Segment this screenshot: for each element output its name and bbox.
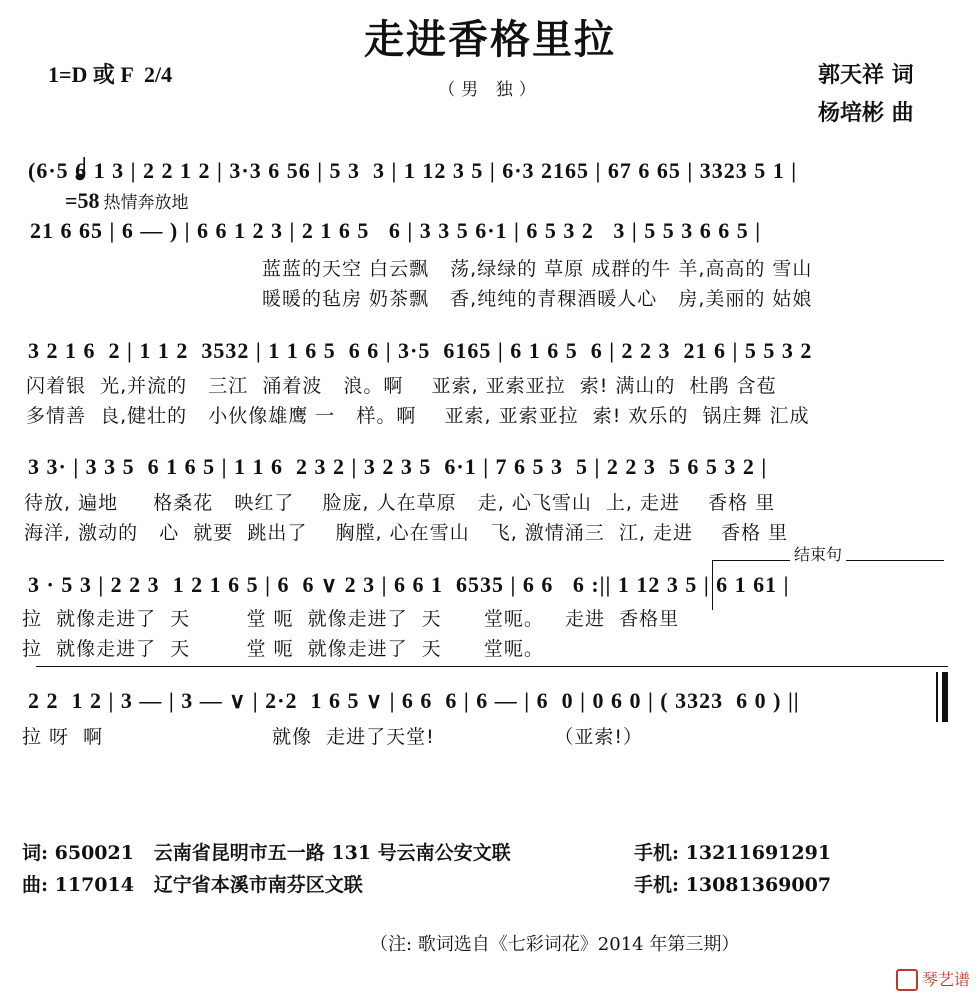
score-line-6-lyric: 拉 呀 啊 就像 走进了天堂! （亚索!） — [22, 726, 644, 748]
score-line-6-notes: 2 2 1 2 | 3 — | 3 — ∨ | 2·2 1 6 5 ∨ | 6 6 6 | 6 — | 6 0 | 0 6 0 | ( 3323 6 0 ) || — [28, 688, 800, 713]
lyricist-credit: 郭天祥 词 — [818, 62, 914, 88]
watermark-logo-icon — [896, 969, 918, 991]
key-signature: 1=D 或 F 2/4 — [48, 62, 173, 87]
lyricist-phone: 手机: 13211691291 — [634, 842, 832, 864]
score-line-3-lyric-verse2: 多情善 良,健壮的 小伙像雄鹰 一 样。啊 亚索, 亚索亚拉 索! 欢乐的 锅庄舞 汇成 — [26, 405, 810, 427]
score-line-2-lyric-verse2: 暖暖的毡房 奶茶飘 香,纯纯的青稞酒暖人心 房,美丽的 姑娘 — [262, 288, 813, 310]
watermark-text: 琴艺谱 — [921, 969, 970, 989]
score-line-5-notes: 3 · 5 3 | 2 2 3 1 2 1 6 5 | 6 6 ∨ 2 3 | 6 6 1 6535 | 6 6 6 :|| 1 12 3 5 | 6 1 61 | — [28, 572, 790, 597]
score-line-4-lyric-verse1: 待放, 遍地 格桑花 映红了 脸庞, 人在草原 走, 心飞雪山 上, 走进 香格 里 — [24, 492, 776, 514]
tempo-value: =58 — [65, 188, 100, 213]
score-line-1-notes: (6·5 6 1 3 | 2 2 1 2 | 3·3 6 56 | 5 3 3 | 1 12 3 5 | 6·3 2165 | 67 6 65 | 3323 5 1 | — [28, 158, 798, 183]
final-barline-thin — [936, 672, 938, 722]
source-note: （注: 歌词选自《七彩词花》2014 年第三期） — [370, 934, 740, 955]
composer-contact: 曲: 117014 辽宁省本溪市南芬区文联 — [22, 874, 363, 896]
tempo-description: 热情奔放地 — [103, 193, 189, 212]
section-divider — [36, 666, 948, 667]
score-line-4-lyric-verse2: 海洋, 激动的 心 就要 跳出了 胸膛, 心在雪山 飞, 激情涌三 江, 走进 香格 里 — [24, 522, 789, 544]
score-line-2-notes: 21 6 65 | 6 — ) | 6 6 1 2 3 | 2 1 6 5 6 | 3 3 5 6·1 | 6 5 3 2 3 | 5 5 3 6 6 5 | — [30, 218, 762, 243]
song-title: 走进香格里拉 — [364, 16, 616, 63]
score-line-3-lyric-verse1: 闪着银 光,并流的 三江 涌着波 浪。啊 亚索, 亚索亚拉 索! 满山的 杜鹃 含苞 — [26, 375, 777, 397]
ending-label: 结束句 — [790, 542, 846, 565]
score-line-2-lyric-verse1: 蓝蓝的天空 白云飘 荡,绿绿的 草原 成群的牛 羊,高高的 雪山 — [262, 258, 813, 280]
lyricist-contact: 词: 650021 云南省昆明市五一路 131 号云南公安文联 — [22, 842, 511, 864]
composer-credit: 杨培彬 曲 — [818, 100, 914, 126]
composer-phone: 手机: 13081369007 — [634, 874, 832, 896]
final-barline-thick — [942, 672, 948, 722]
score-line-5-lyric-verse1: 拉 就像走进了 天 堂 呃 就像走进了 天 堂呃。 走进 香格里 — [22, 608, 680, 630]
performance-type: （男 独） — [438, 80, 542, 100]
score-line-5-lyric-verse2: 拉 就像走进了 天 堂 呃 就像走进了 天 堂呃。 — [22, 638, 544, 660]
watermark — [886, 948, 970, 992]
score-line-3-notes: 3 2 1 6 2 | 1 1 2 3532 | 1 1 6 5 6 6 | 3·5 6165 | 6 1 6 5 6 | 2 2 3 21 6 | 5 5 3 2 — [28, 338, 813, 363]
score-line-4-notes: 3 3· | 3 3 5 6 1 6 5 | 1 1 6 2 3 2 | 3 2 3 5 6·1 | 7 6 5 3 5 | 2 2 3 5 6 5 3 2 | — [28, 454, 768, 479]
